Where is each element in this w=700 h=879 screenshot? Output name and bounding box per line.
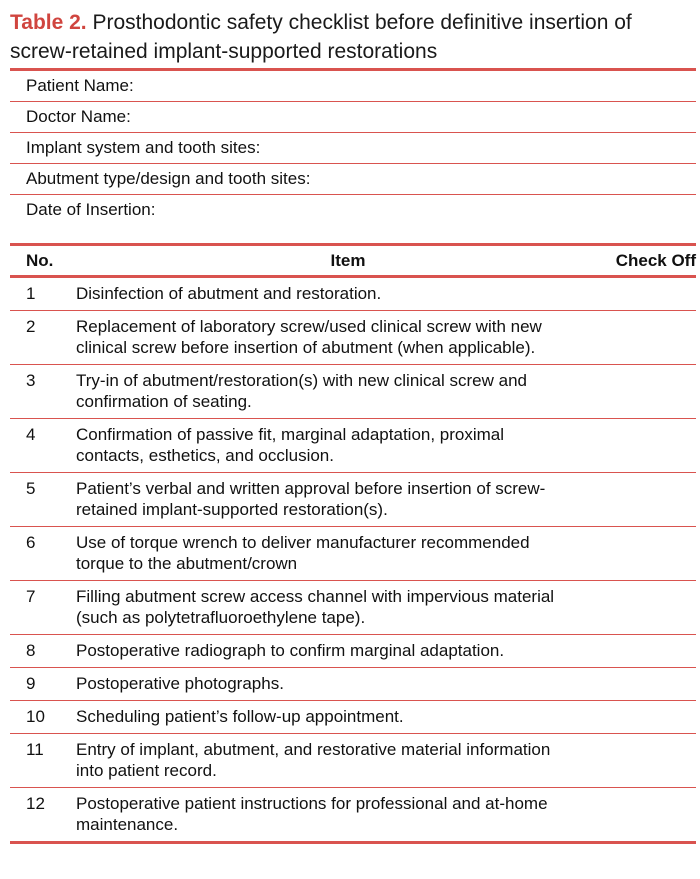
table-row — [10, 668, 696, 701]
checklist-page — [10, 0, 696, 844]
row-no: 11 — [26, 740, 44, 759]
row-item: Replacement of laboratory screw/used clinical screw with new clinical screw before insertion of abutment (when applicable). — [76, 317, 542, 357]
patient-name-field[interactable]: Patient Name: — [10, 71, 696, 102]
table-row — [10, 581, 696, 635]
row-item: Filling abutment screw access channel with impervious material (such as polytetrafluoroethylene tape). — [76, 587, 555, 627]
table-label: Table 2. — [10, 11, 87, 34]
row-item: Postoperative patient instructions for professional and at-home maintenance. — [76, 794, 548, 834]
row-no: 6 — [26, 533, 36, 552]
row-no: 10 — [26, 707, 45, 726]
row-item: Postoperative photographs. — [76, 674, 284, 693]
table-row — [10, 365, 696, 419]
table-header — [10, 246, 696, 275]
header-item: Item — [330, 250, 366, 270]
insertion-date-field[interactable]: Date of Insertion: — [26, 200, 156, 219]
row-no: 5 — [26, 479, 36, 498]
row-item: Postoperative radiograph to confirm marginal adaptation. — [76, 641, 505, 660]
row-no: 12 — [26, 794, 45, 813]
abutment-type-field[interactable]: Abutment type/design and tooth sites: — [10, 164, 696, 195]
table-row — [10, 419, 696, 473]
table-row — [10, 734, 696, 788]
bottom-rule — [10, 841, 696, 844]
row-item: Confirmation of passive fit, marginal adaptation, proximal contacts, esthetics, and occlusion. — [76, 425, 505, 465]
table-row — [10, 278, 696, 311]
table-row — [10, 701, 696, 734]
row-item: Disinfection of abutment and restoration. — [76, 284, 382, 303]
row-no: 2 — [26, 317, 36, 336]
implant-system-field[interactable]: Implant system and tooth sites: — [10, 133, 696, 164]
table-row — [10, 527, 696, 581]
table-row — [10, 473, 696, 527]
info-fields — [10, 71, 696, 225]
row-no: 8 — [26, 641, 36, 660]
row-no: 4 — [26, 425, 36, 444]
doctor-name-field[interactable]: Doctor Name: — [10, 102, 696, 133]
row-no: 7 — [26, 587, 36, 606]
row-item: Try-in of abutment/restoration(s) with new clinical screw and confirmation of seating. — [76, 371, 527, 411]
header-no: No. — [26, 250, 54, 270]
row-no: 3 — [26, 371, 36, 390]
table-title: Prosthodontic safety checklist before definitive insertion of screw-retained implant-supported restorations — [10, 11, 632, 63]
row-item: Patient’s verbal and written approval before insertion of screw-retained implant-supported restoration(s). — [76, 479, 546, 519]
table-row — [10, 311, 696, 365]
checklist-rows — [10, 278, 696, 841]
row-item: Scheduling patient’s follow-up appointment. — [76, 707, 404, 726]
table-row — [10, 788, 696, 841]
table-row — [10, 635, 696, 668]
row-item: Use of torque wrench to deliver manufacturer recommended torque to the abutment/crown — [76, 533, 530, 573]
table-caption — [10, 8, 696, 66]
row-item: Entry of implant, abutment, and restorative material information into patient record. — [76, 740, 551, 780]
row-no: 1 — [26, 284, 36, 303]
header-check-off: Check Off — [615, 250, 696, 270]
row-no: 9 — [26, 674, 36, 693]
